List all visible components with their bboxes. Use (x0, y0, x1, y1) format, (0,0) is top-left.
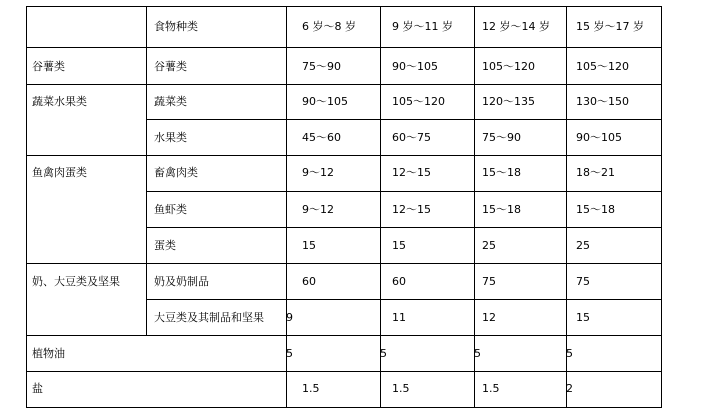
value-cell: 15～18 (576, 203, 615, 216)
group-label: 奶、大豆类及坚果 (32, 275, 120, 288)
value-cell: 15 (302, 239, 316, 252)
header-age-12-14: 12 岁～14 岁 (482, 20, 550, 33)
value-cell: 15 (392, 239, 406, 252)
row-divider (146, 227, 662, 228)
value-cell: 9～12 (302, 203, 334, 216)
item-label: 大豆类及其制品和坚果 (154, 311, 264, 324)
value-cell: 120～135 (482, 95, 535, 108)
item-label: 蛋类 (154, 239, 176, 252)
value-cell: 1.5 (482, 382, 500, 395)
value-cell: 15 (576, 311, 590, 324)
value-cell: 5 (474, 347, 481, 360)
group-label: 谷薯类 (32, 60, 65, 73)
value-cell: 9 (286, 311, 293, 324)
table-border-right (661, 6, 662, 408)
group-label: 蔬菜水果类 (32, 95, 87, 108)
value-cell: 5 (286, 347, 293, 360)
group-label: 盐 (32, 382, 43, 395)
item-label: 蔬菜类 (154, 95, 187, 108)
group-label: 鱼禽肉蛋类 (32, 166, 87, 179)
table-border-left (26, 6, 27, 408)
column-divider (146, 6, 147, 335)
value-cell: 1.5 (302, 382, 320, 395)
value-cell: 90～105 (392, 60, 438, 73)
value-cell: 15～18 (482, 203, 521, 216)
value-cell: 9～12 (302, 166, 334, 179)
header-food-type: 食物种类 (154, 20, 198, 33)
item-label: 谷薯类 (154, 60, 187, 73)
value-cell: 60 (302, 275, 316, 288)
value-cell: 60 (392, 275, 406, 288)
item-label: 奶及奶制品 (154, 275, 209, 288)
value-cell: 12～15 (392, 166, 431, 179)
value-cell: 60～75 (392, 131, 431, 144)
header-age-9-11: 9 岁～11 岁 (392, 20, 453, 33)
value-cell: 105～120 (392, 95, 445, 108)
value-cell: 105～120 (576, 60, 629, 73)
value-cell: 11 (392, 311, 406, 324)
value-cell: 12 (482, 311, 496, 324)
value-cell: 2 (566, 382, 573, 395)
value-cell: 18～21 (576, 166, 615, 179)
value-cell: 105～120 (482, 60, 535, 73)
value-cell: 75～90 (302, 60, 341, 73)
group-label: 植物油 (32, 347, 65, 360)
row-divider (146, 191, 662, 192)
value-cell: 15～18 (482, 166, 521, 179)
item-label: 鱼虾类 (154, 203, 187, 216)
header-age-6-8: 6 岁～8 岁 (302, 20, 356, 33)
value-cell: 1.5 (392, 382, 410, 395)
row-divider (146, 119, 662, 120)
row-divider (146, 299, 662, 300)
value-cell: 25 (482, 239, 496, 252)
value-cell: 90～105 (576, 131, 622, 144)
value-cell: 75 (576, 275, 590, 288)
item-label: 水果类 (154, 131, 187, 144)
item-label: 畜禽肉类 (154, 166, 198, 179)
header-age-15-17: 15 岁～17 岁 (576, 20, 644, 33)
value-cell: 90～105 (302, 95, 348, 108)
value-cell: 5 (380, 347, 387, 360)
value-cell: 12～15 (392, 203, 431, 216)
value-cell: 5 (566, 347, 573, 360)
value-cell: 45～60 (302, 131, 341, 144)
value-cell: 130～150 (576, 95, 629, 108)
value-cell: 25 (576, 239, 590, 252)
value-cell: 75 (482, 275, 496, 288)
value-cell: 75～90 (482, 131, 521, 144)
